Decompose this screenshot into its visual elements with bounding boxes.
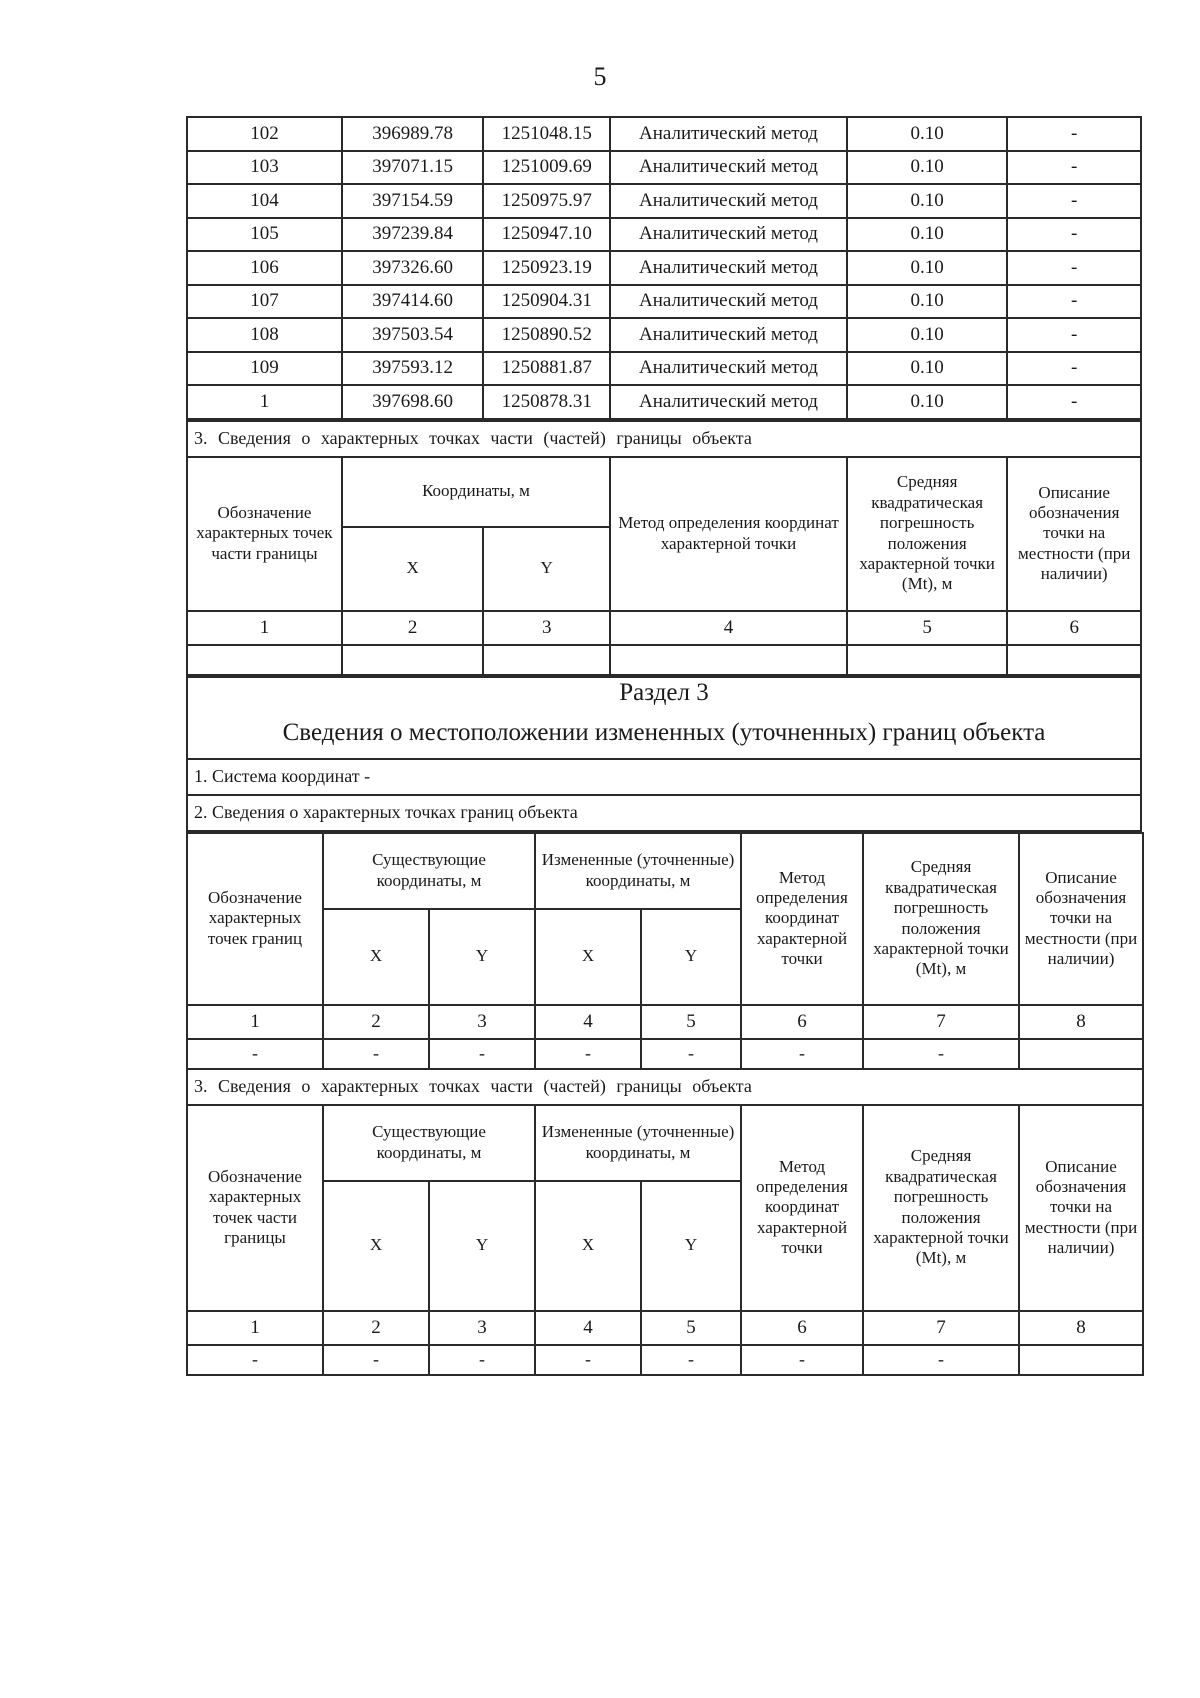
cell-x: 397593.12 (342, 352, 483, 386)
table-row (187, 151, 1141, 185)
cell-method: Аналитический метод (610, 184, 847, 218)
table-row (187, 385, 1141, 419)
cell-point: 109 (187, 352, 342, 386)
cell-y: 1250881.87 (483, 352, 610, 386)
empty-cell (847, 645, 1007, 675)
header-existing: Существующие координаты, м (323, 1105, 535, 1181)
table-row (187, 184, 1141, 218)
cell-point: 107 (187, 285, 342, 319)
cell-x: 397239.84 (342, 218, 483, 252)
col-number: 2 (323, 1005, 429, 1039)
cell-mt: 0.10 (847, 117, 1007, 151)
cell-mt: 0.10 (847, 285, 1007, 319)
cell-mt: 0.10 (847, 218, 1007, 252)
dash-cell (1019, 1039, 1143, 1069)
header-method: Метод определения координат характерной точки (741, 1105, 863, 1311)
col-number: 3 (429, 1311, 535, 1345)
cell-point: 105 (187, 218, 342, 252)
col-number: 1 (187, 1005, 323, 1039)
header-method: Метод определения координат характерной точки (610, 457, 847, 611)
cell-y: 1250975.97 (483, 184, 610, 218)
dash-cell: - (429, 1345, 535, 1375)
razdel3-title: Раздел 3 (187, 677, 1141, 710)
changed-boundary-table (186, 832, 1144, 1376)
header-changed: Измененные (уточненные) координаты, м (535, 1105, 741, 1181)
dash-cell: - (863, 1345, 1019, 1375)
header-existing: Существующие координаты, м (323, 833, 535, 909)
dash-cell: - (323, 1345, 429, 1375)
cell-mt: 0.10 (847, 352, 1007, 386)
col-number: 5 (847, 611, 1007, 645)
dash-cell: - (323, 1039, 429, 1069)
col-number: 4 (535, 1005, 641, 1039)
header-designation: Обозначение характерных точек части границы (187, 457, 342, 611)
cell-point: 103 (187, 151, 342, 185)
cell-desc: - (1007, 251, 1141, 285)
cell-desc: - (1007, 285, 1141, 319)
cell-mt: 0.10 (847, 251, 1007, 285)
col-number: 8 (1019, 1005, 1143, 1039)
dash-cell: - (741, 1345, 863, 1375)
col-number: 2 (323, 1311, 429, 1345)
cell-desc: - (1007, 352, 1141, 386)
header-x: X (342, 527, 483, 611)
cell-x: 397071.15 (342, 151, 483, 185)
col-number: 6 (741, 1005, 863, 1039)
dash-cell: - (641, 1039, 741, 1069)
header-method: Метод определения координат характерной точки (741, 833, 863, 1005)
cell-x: 397503.54 (342, 318, 483, 352)
cell-method: Аналитический метод (610, 117, 847, 151)
col-number: 4 (535, 1311, 641, 1345)
cell-x: 397698.60 (342, 385, 483, 419)
document-sheet (186, 116, 1142, 1376)
header-mt: Средняя квадратическая погрешность положения характерной точки (Mt), м (863, 1105, 1019, 1311)
page-number: 5 (593, 62, 607, 91)
col-number: 5 (641, 1311, 741, 1345)
header-x: X (535, 909, 641, 1005)
cell-desc: - (1007, 318, 1141, 352)
boundary-points-title: 2. Сведения о характерных точках границ объекта (187, 795, 1141, 831)
cell-desc: - (1007, 184, 1141, 218)
cell-desc: - (1007, 117, 1141, 151)
cell-method: Аналитический метод (610, 218, 847, 252)
dash-cell: - (187, 1039, 323, 1069)
cell-desc: - (1007, 218, 1141, 252)
col-number: 7 (863, 1005, 1019, 1039)
cell-y: 1250904.31 (483, 285, 610, 319)
header-desc: Описание обозначения точки на местности (при наличии) (1019, 833, 1143, 1005)
part-points-title: 3. Сведения о характерных точках части (частей) границы объекта (187, 1069, 1143, 1105)
cell-method: Аналитический метод (610, 318, 847, 352)
header-y: Y (429, 909, 535, 1005)
dash-cell: - (741, 1039, 863, 1069)
header-coords: Координаты, м (342, 457, 610, 527)
cell-mt: 0.10 (847, 184, 1007, 218)
cell-point: 102 (187, 117, 342, 151)
table-row (187, 352, 1141, 386)
cell-point: 108 (187, 318, 342, 352)
cell-method: Аналитический метод (610, 285, 847, 319)
cell-mt: 0.10 (847, 151, 1007, 185)
cell-desc: - (1007, 151, 1141, 185)
dash-cell: - (863, 1039, 1019, 1069)
table-row (187, 285, 1141, 319)
col-number: 3 (483, 611, 610, 645)
header-y: Y (641, 909, 741, 1005)
header-x: X (535, 1181, 641, 1311)
col-number: 6 (1007, 611, 1141, 645)
header-designation: Обозначение характерных точек части границы (187, 1105, 323, 1311)
cell-point: 104 (187, 184, 342, 218)
empty-cell (483, 645, 610, 675)
table-row (187, 251, 1141, 285)
table-row (187, 117, 1141, 151)
cell-method: Аналитический метод (610, 352, 847, 386)
cell-point: 1 (187, 385, 342, 419)
header-y: Y (641, 1181, 741, 1311)
empty-cell (1007, 645, 1141, 675)
cell-x: 396989.78 (342, 117, 483, 151)
cell-y: 1250878.31 (483, 385, 610, 419)
header-designation: Обозначение характерных точек границ (187, 833, 323, 1005)
dash-cell: - (641, 1345, 741, 1375)
empty-cell (610, 645, 847, 675)
cell-y: 1251009.69 (483, 151, 610, 185)
header-desc: Описание обозначения точки на местности (при наличии) (1019, 1105, 1143, 1311)
razdel3-heading (186, 676, 1142, 832)
col-number: 3 (429, 1005, 535, 1039)
col-number: 5 (641, 1005, 741, 1039)
dash-cell: - (535, 1345, 641, 1375)
cell-y: 1250923.19 (483, 251, 610, 285)
part-section-title: 3. Сведения о характерных точках части (частей) границы объекта (187, 421, 1141, 457)
razdel3-subtitle: Сведения о местоположении измененных (уточненных) границ объекта (187, 710, 1141, 759)
coord-system: 1. Система координат - (187, 759, 1141, 795)
cell-method: Аналитический метод (610, 251, 847, 285)
dash-cell: - (535, 1039, 641, 1069)
cell-y: 1250947.10 (483, 218, 610, 252)
coordinates-table (186, 116, 1142, 420)
cell-mt: 0.10 (847, 318, 1007, 352)
header-y: Y (483, 527, 610, 611)
header-mt: Средняя квадратическая погрешность положения характерной точки (Mt), м (847, 457, 1007, 611)
dash-cell (1019, 1345, 1143, 1375)
header-y: Y (429, 1181, 535, 1311)
col-number: 2 (342, 611, 483, 645)
header-x: X (323, 909, 429, 1005)
col-number: 6 (741, 1311, 863, 1345)
empty-cell (342, 645, 483, 675)
col-number: 7 (863, 1311, 1019, 1345)
cell-x: 397154.59 (342, 184, 483, 218)
header-changed: Измененные (уточненные) координаты, м (535, 833, 741, 909)
header-desc: Описание обозначения точки на местности (при наличии) (1007, 457, 1141, 611)
header-mt: Средняя квадратическая погрешность положения характерной точки (Mt), м (863, 833, 1019, 1005)
col-number: 1 (187, 611, 342, 645)
table-row (187, 318, 1141, 352)
cell-x: 397414.60 (342, 285, 483, 319)
part-points-table (186, 420, 1142, 676)
table-row (187, 218, 1141, 252)
dash-cell: - (429, 1039, 535, 1069)
coordinates-table-body (187, 117, 1141, 419)
dash-cell: - (187, 1345, 323, 1375)
empty-cell (187, 645, 342, 675)
col-number: 8 (1019, 1311, 1143, 1345)
cell-method: Аналитический метод (610, 385, 847, 419)
cell-point: 106 (187, 251, 342, 285)
cell-desc: - (1007, 385, 1141, 419)
cell-y: 1250890.52 (483, 318, 610, 352)
cell-x: 397326.60 (342, 251, 483, 285)
header-x: X (323, 1181, 429, 1311)
cell-method: Аналитический метод (610, 151, 847, 185)
col-number: 4 (610, 611, 847, 645)
cell-y: 1251048.15 (483, 117, 610, 151)
col-number: 1 (187, 1311, 323, 1345)
cell-mt: 0.10 (847, 385, 1007, 419)
